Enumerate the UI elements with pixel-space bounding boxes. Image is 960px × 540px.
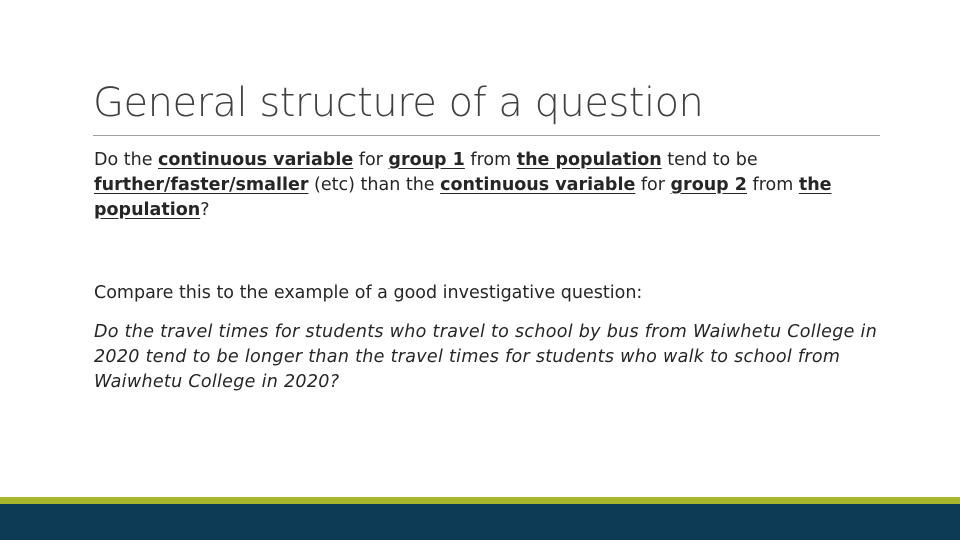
title-divider xyxy=(93,135,880,136)
structure-text: (etc) than the xyxy=(308,175,441,195)
structure-text: tend to be xyxy=(661,150,758,170)
question-structure-paragraph xyxy=(94,148,884,223)
structure-text: for xyxy=(353,150,389,170)
example-question-paragraph: Do the travel times for students who travel to school by bus from Waiwhetu College in 2020 tend to be longer than the travel times for students who walk to school from Waiwhetu College in 2020? xyxy=(94,322,878,392)
placeholder-term: group 1 xyxy=(388,150,465,170)
placeholder-term: the population xyxy=(516,150,662,170)
placeholder-term: continuous variable xyxy=(158,150,354,170)
placeholder-term: group 2 xyxy=(670,175,747,195)
footer-accent-bar xyxy=(0,497,960,504)
placeholder-term: continuous variable xyxy=(440,175,636,195)
slide-title: General structure of a question xyxy=(93,80,704,126)
structure-text: Do the xyxy=(94,150,159,170)
footer-bar xyxy=(0,504,960,540)
structure-text: from xyxy=(464,150,517,170)
placeholder-term: the population xyxy=(94,175,832,220)
structure-text: ? xyxy=(200,200,210,220)
placeholder-term: further/faster/smaller xyxy=(94,175,309,195)
structure-text: for xyxy=(635,175,671,195)
structure-text: from xyxy=(746,175,799,195)
compare-paragraph: Compare this to the example of a good investigative question: xyxy=(94,283,643,303)
